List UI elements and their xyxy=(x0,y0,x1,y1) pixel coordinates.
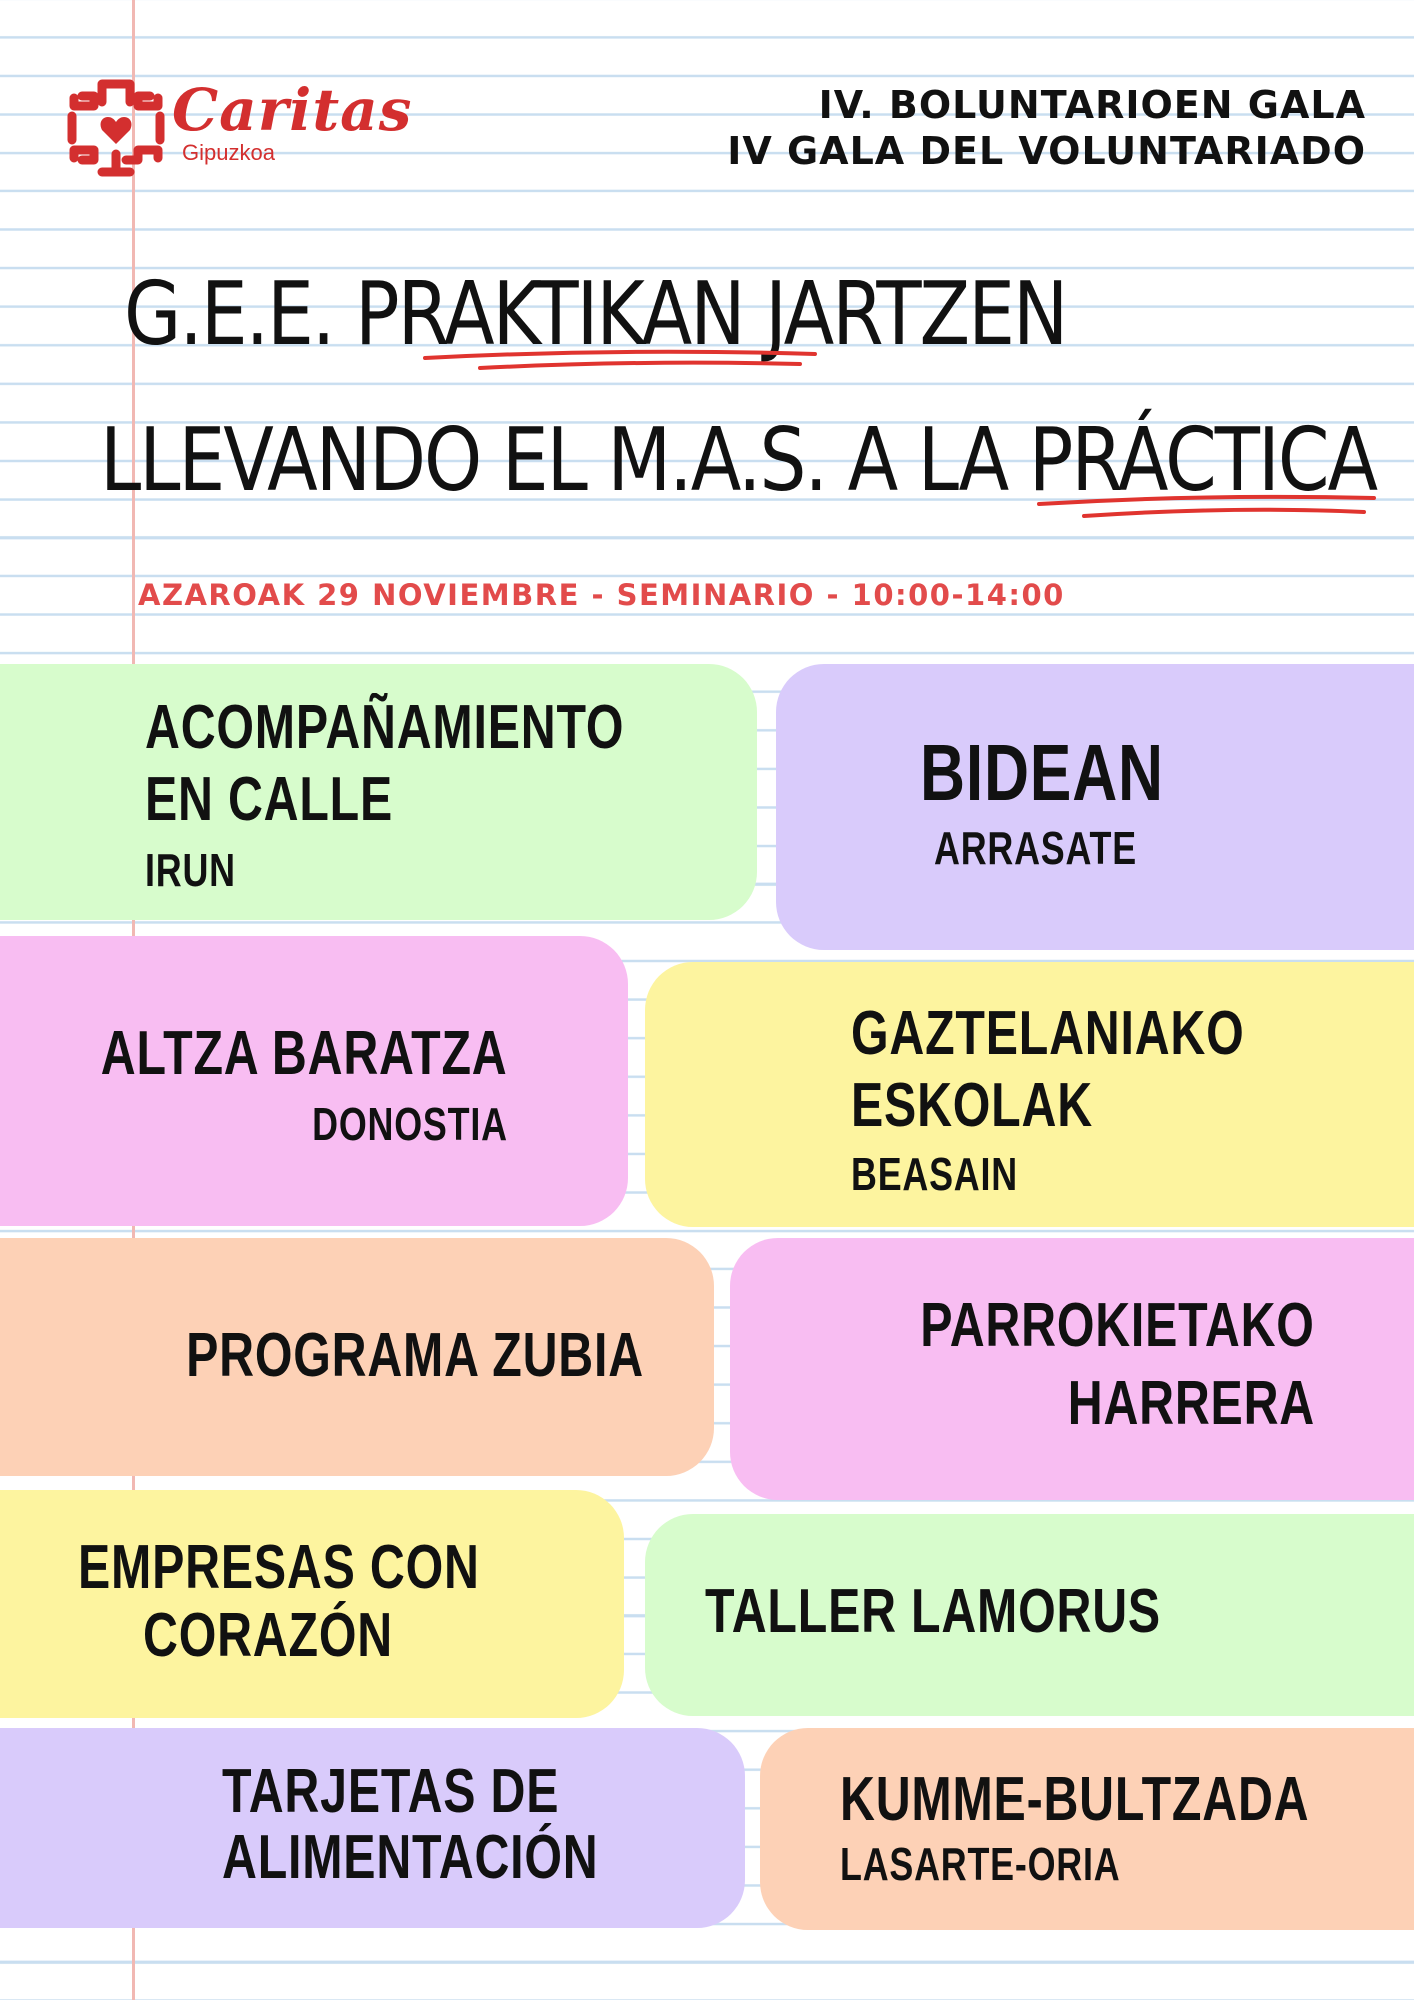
card-bidean-name: BIDEAN xyxy=(920,728,1164,817)
card-bidean xyxy=(776,664,1414,950)
card-gaztelaniako-place: BEASAIN xyxy=(851,1148,1018,1200)
brand-subtitle: Gipuzkoa xyxy=(182,140,275,165)
card-parrokietako-line1: PARROKIETAKO xyxy=(920,1291,1315,1360)
card-altza-place: DONOSTIA xyxy=(312,1098,508,1150)
card-altza-baratza xyxy=(0,936,628,1226)
gala-heading xyxy=(727,82,1366,174)
card-gaztelaniako-line2: ESKOLAK xyxy=(851,1071,1093,1140)
event-date-line: AZAROAK 29 NOVIEMBRE - SEMINARIO - 10:00-14:00 xyxy=(138,578,1065,612)
caritas-logo xyxy=(64,76,464,176)
card-parrokietako xyxy=(730,1238,1414,1500)
card-gaztelaniako xyxy=(645,962,1414,1227)
title-basque-underline xyxy=(420,346,820,376)
card-kumme-bultzada xyxy=(760,1728,1414,1930)
card-acompanamiento xyxy=(0,664,757,920)
card-tarjetas-line2: ALIMENTACIÓN xyxy=(222,1823,599,1892)
card-zubia-name: PROGRAMA ZUBIA xyxy=(186,1321,644,1390)
gala-line-spanish: IV GALA DEL VOLUNTARIADO xyxy=(727,129,1366,173)
card-acompanamiento-line1: ACOMPAÑAMIENTO xyxy=(145,693,625,762)
card-parrokietako-line2: HARRERA xyxy=(1067,1369,1315,1438)
card-altza-name: ALTZA BARATZA xyxy=(101,1019,508,1088)
gala-line-basque: IV. BOLUNTARIOEN GALA xyxy=(818,83,1366,127)
card-kumme-place: LASARTE-ORIA xyxy=(840,1838,1121,1890)
card-programa-zubia xyxy=(0,1238,714,1476)
card-empresas xyxy=(0,1490,624,1718)
title-spanish-underline xyxy=(1034,492,1379,526)
card-empresas-line2: CORAZÓN xyxy=(143,1601,393,1670)
card-tarjetas xyxy=(0,1728,745,1928)
card-acompanamiento-line2: EN CALLE xyxy=(145,765,394,834)
card-bidean-place: ARRASATE xyxy=(934,822,1137,874)
card-tarjetas-line1: TARJETAS DE xyxy=(222,1757,560,1826)
title-spanish: LLEVANDO EL M.A.S. A LA PRÁCTICA xyxy=(100,410,1377,512)
caritas-cross-icon xyxy=(64,76,168,180)
card-kumme-name: KUMME-BULTZADA xyxy=(840,1765,1310,1834)
card-taller-lamorus xyxy=(645,1514,1414,1716)
card-empresas-line1: EMPRESAS CON xyxy=(78,1533,480,1602)
brand-name: Caritas xyxy=(172,76,413,144)
card-gaztelaniako-line1: GAZTELANIAKO xyxy=(851,999,1245,1068)
card-lamorus-name: TALLER LAMORUS xyxy=(705,1577,1161,1646)
card-acompanamiento-place: IRUN xyxy=(145,844,236,896)
title-basque: G.E.E. PRAKTIKAN JARTZEN xyxy=(124,264,1067,366)
